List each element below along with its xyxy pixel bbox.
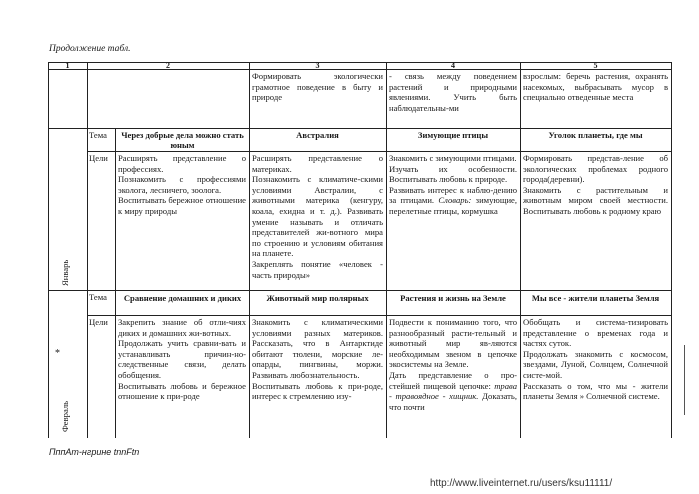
goals-label: Цели [89,317,108,327]
watermark-url: http://www.liveinternet.ru/users/ksu11111/ [430,478,613,489]
month-february: Февраль [60,400,70,432]
row-divider [48,128,672,129]
plan-table [48,62,672,438]
top-row-col5: взрослым: беречь растения, охранять насекомых, выбрасывать мусор в специально отведенные места [523,71,668,103]
page-footer-text: ПппАт-нгрине tnnFtn [49,447,140,457]
col-border [48,62,49,438]
goals-label: Цели [89,153,108,163]
col-border [115,128,116,438]
col-border [671,62,672,438]
february-theme-col4: Растения и жизнь на Земле [400,293,506,303]
continuation-label: Продолжение табл. [49,44,131,54]
january-goals-col2: Расширять представление о профессиях. Познакомить с профессиями эколога, лесничего, зоолога. Воспитывать бережное отношение к миру природы [118,153,246,216]
col-border [520,62,521,438]
footnote-star: * [55,348,60,359]
january-theme-col5: Уголок планеты, где мы [548,130,643,140]
january-goals-col5: Формировать представ-ление об экологических проблемах родного города(деревни). Знакомить с растительным и животным миром своей местности. Воспитывать любовь к родному краю [523,153,668,216]
column-number: 2 [166,61,170,70]
theme-label: Тема [89,292,107,302]
col-border [249,62,250,438]
row-divider [48,290,672,291]
february-goals-col4: Подвести к пониманию того, что разнообразный расти-тельный и животный мир яв-ляются необходимым звеном в цепочке экосистемы на Земле. Дать представление о про-стейшей пищевой цепочке: трава - травоядное - хищник. Доказать, что почти [389,317,517,412]
column-number: 1 [65,61,70,70]
month-january: Январь [60,259,70,286]
january-theme-col4: Зимующие птицы [417,130,489,140]
scan-margin-mark [684,345,685,415]
theme-label: Тема [89,130,107,140]
january-goals-col3: Расширять представление о материках. Познакомить с климатиче-скими условиями Австралии, с животными материка (кенгуру, коала, ехидна и т. д.). Развивать умение называть и отличать представителей жи-вотного мира по строению и условиям обитания на планете. Закреплять понятие «человек - часть природы» [252,153,383,280]
february-theme-col2: Сравнение домашних и диких [123,293,242,303]
february-goals-col3: Знакомить с климатическими условиями разных материков. Рассказать, что в Антарктиде обитают тюлени, морские ле-опарды, пингвины, моржи. Развивать любознательность. Воспитывать любовь к при-роде, интерес к стремлению изу- [252,317,383,402]
header-bottom-border [48,69,672,70]
col-border [386,62,387,438]
january-theme-col3: Австралия [296,130,339,140]
february-goals-col5: Обобщать и система-тизировать представление о временах года и частях суток. Продолжать знакомить с космосом, звездами, Луной, Солнцем, Солнечной систе-мой. Рассказать о том, что мы - жители планеты Земля » Солнечной системе. [523,317,668,402]
column-number: 4 [451,61,455,70]
february-goals-col2: Закрепить знание об отли-чиях диких и домашних жи-вотных. Продолжать учить сравни-вать и устанавливать причин-но-следственные связи, делать обобщения. Воспитывать любовь и бережное отношение к при-роде [118,317,246,402]
col-border [87,62,88,438]
january-theme-col2: Через добрые дела можно стать юным [121,130,244,150]
february-theme-col5: Мы все - жители планеты Земля [531,293,660,303]
february-theme-col3: Животный мир полярных [266,293,369,303]
top-row-col3: Формировать экологически грамотное поведение в быту и природе [252,71,383,103]
column-number: 5 [593,61,598,70]
row-divider [87,315,672,316]
top-row-col4: - связь между поведением растений и природными явлениями. Учить быть наблюдательны-ми [389,71,517,113]
january-goals-col4: Знакомить с зимующими птицами. Изучать их особенности. Воспитывать любовь к природе. Развивать интерес к наблю-дению за птицами. Словарь: зимующие, перелетные птицы, кормушка [389,153,517,216]
row-divider [87,151,672,152]
column-number: 3 [315,61,320,70]
